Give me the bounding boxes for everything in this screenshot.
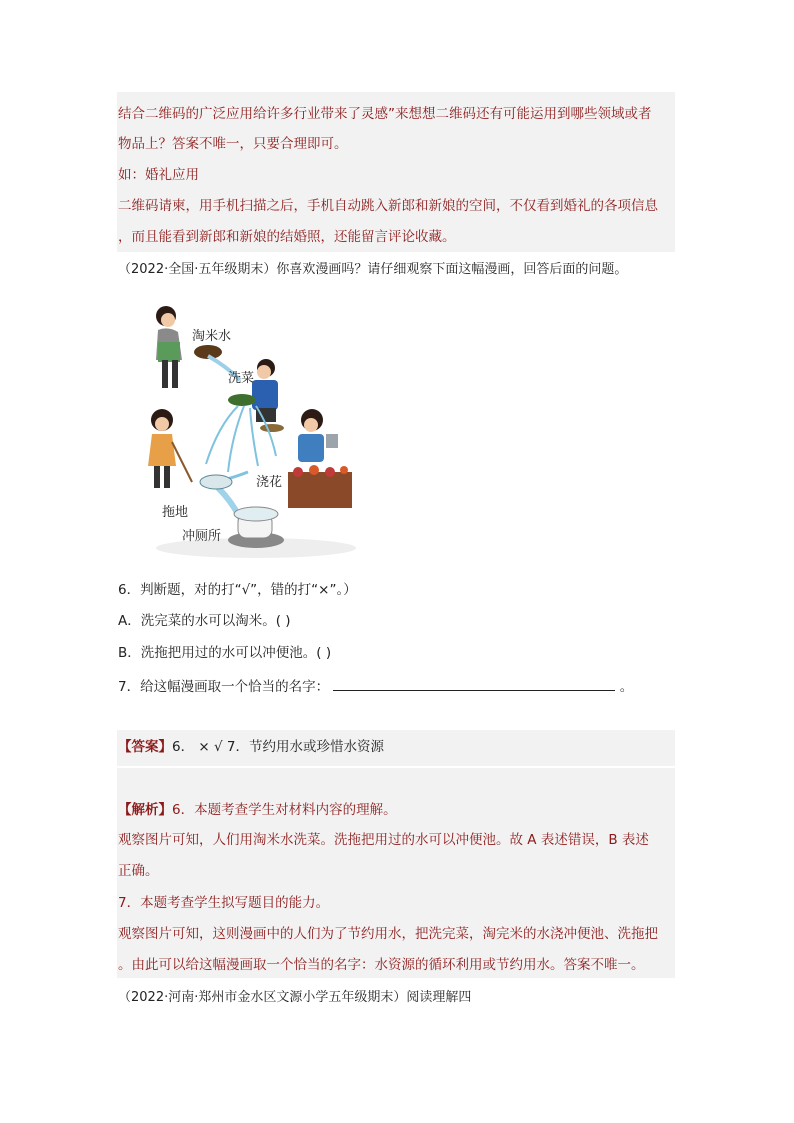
analysis-line6: 。由此可以给这幅漫画取一个恰当的名字：水资源的循环利用或节约用水。答案不唯一。 (118, 957, 645, 973)
block1-line2: 物品上？答案不唯一，只要合理即可。 (118, 136, 348, 152)
analysis-text-1: 6．本题考查学生对材料内容的理解。 (172, 802, 397, 818)
label-xicai: 洗菜 (228, 371, 255, 386)
water-saving-comic (148, 296, 364, 564)
answer-line (118, 737, 384, 757)
analysis-line2: 观察图片可知，人们用淘米水洗菜。洗拖把用过的水可以冲便池。故 A 表述错误，B 表述 (118, 832, 649, 848)
answer-tag: 【答案】 (118, 739, 172, 755)
analysis-line4: 7．本题考查学生拟写题目的能力。 (118, 895, 330, 911)
block1-line3: 如：婚礼应用 (118, 167, 199, 183)
question-6a: A．洗完菜的水可以淘米。( ) (118, 613, 291, 629)
block1-line1: 结合二维码的广泛应用给许多行业带来了灵感”来想想二维码还有可能运用到哪些领域或者 (118, 106, 652, 122)
question-7-prefix: 7．给这幅漫画取一个恰当的名字： (118, 679, 330, 695)
source-line-2: （2022·河南·郑州市金水区文源小学五年级期末）阅读理解四 (118, 990, 472, 1005)
analysis-tag: 【解析】 (118, 802, 172, 818)
title-answer-blank[interactable] (333, 676, 615, 691)
answer-text: 6． × √ 7．节约用水或珍惜水资源 (172, 739, 384, 755)
analysis-line5: 观察图片可知，这则漫画中的人们为了节约用水，把洗完菜，淘完米的水浇冲便池、洗拖把 (118, 926, 658, 942)
question-7-suffix: 。 (619, 679, 634, 695)
question-7 (118, 676, 633, 697)
source-line-1: （2022·全国·五年级期末）你喜欢漫画吗？请仔细观察下面这幅漫画，回答后面的问题。 (118, 262, 628, 277)
block1-line4: 二维码请柬，用手机扫描之后，手机自动跳入新郎和新娘的空间，不仅看到婚礼的各项信息 (118, 198, 658, 214)
block1-line5: ，而且能看到新郎和新娘的结婚照，还能留言评论收藏。 (118, 229, 456, 245)
question-6b: B．洗拖把用过的水可以冲便池。( ) (118, 645, 332, 661)
analysis-line3: 正确。 (118, 863, 159, 879)
label-jiaohua: 浇花 (256, 475, 283, 490)
label-taomi: 淘米水 (192, 329, 232, 344)
label-chongcesuo: 冲厕所 (182, 529, 222, 544)
question-6: 6．判断题，对的打“√”，错的打“×”。） (118, 582, 357, 598)
label-tuodi: 拖地 (162, 505, 189, 520)
analysis-line1 (118, 800, 397, 820)
